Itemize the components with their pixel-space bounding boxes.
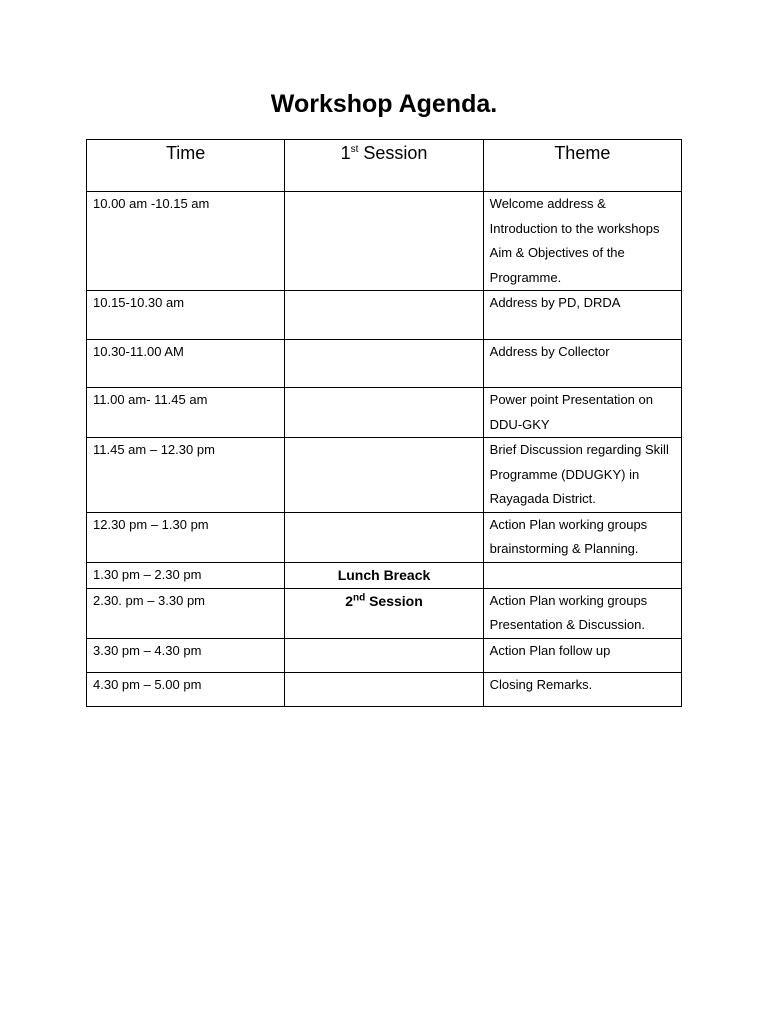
theme-cell: Closing Remarks. <box>483 672 681 706</box>
session-label: Session <box>369 592 423 609</box>
session-cell <box>285 388 483 438</box>
session-cell <box>285 672 483 706</box>
table-row <box>87 672 682 706</box>
table-row <box>87 340 682 388</box>
session-cell <box>285 638 483 672</box>
header-session <box>285 140 483 192</box>
table-row <box>87 588 682 638</box>
time-cell: 3.30 pm – 4.30 pm <box>87 638 285 672</box>
table-row <box>87 512 682 562</box>
time-cell: 11.45 am – 12.30 pm <box>87 438 285 513</box>
time-cell: 10.30-11.00 AM <box>87 340 285 388</box>
session-cell <box>285 340 483 388</box>
time-cell: 4.30 pm – 5.00 pm <box>87 672 285 706</box>
header-time: Time <box>87 140 285 192</box>
session-cell <box>285 512 483 562</box>
table-row <box>87 388 682 438</box>
table-header-row <box>87 140 682 192</box>
time-cell: 2.30. pm – 3.30 pm <box>87 588 285 638</box>
header-session-number: 1 <box>340 143 351 163</box>
document-title: Workshop Agenda. <box>270 90 498 118</box>
session-suffix: nd <box>352 591 366 603</box>
session-number: 2 <box>345 592 353 609</box>
theme-cell: Action Plan follow up <box>483 638 681 672</box>
theme-cell: Address by Collector <box>483 340 681 388</box>
agenda-table <box>86 139 682 707</box>
lunch-break-label: Lunch Breack <box>285 562 483 588</box>
table-row <box>87 192 682 291</box>
session-cell <box>285 438 483 513</box>
header-theme: Theme <box>483 140 681 192</box>
time-cell: 11.00 am- 11.45 am <box>87 388 285 438</box>
session-cell <box>285 291 483 340</box>
time-cell: 12.30 pm – 1.30 pm <box>87 512 285 562</box>
theme-cell: Brief Discussion regarding Skill Programme (DDUGKY) in Rayagada District. <box>483 438 681 513</box>
time-cell: 10.00 am -10.15 am <box>87 192 285 291</box>
table-row <box>87 562 682 588</box>
time-cell: 1.30 pm – 2.30 pm <box>87 562 285 588</box>
theme-cell: Welcome address & Introduction to the workshops Aim & Objectives of the Programme. <box>483 192 681 291</box>
theme-cell <box>483 562 681 588</box>
theme-cell: Power point Presentation on DDU-GKY <box>483 388 681 438</box>
theme-cell: Address by PD, DRDA <box>483 291 681 340</box>
table-row <box>87 291 682 340</box>
table-row <box>87 638 682 672</box>
time-cell: 10.15-10.30 am <box>87 291 285 340</box>
header-session-label: Session <box>363 143 428 163</box>
header-session-suffix: st <box>350 144 359 155</box>
second-session-label <box>285 588 483 638</box>
theme-cell: Action Plan working groups Presentation & Discussion. <box>483 588 681 638</box>
theme-cell: Action Plan working groups brainstorming & Planning. <box>483 512 681 562</box>
session-cell <box>285 192 483 291</box>
table-row <box>87 438 682 513</box>
